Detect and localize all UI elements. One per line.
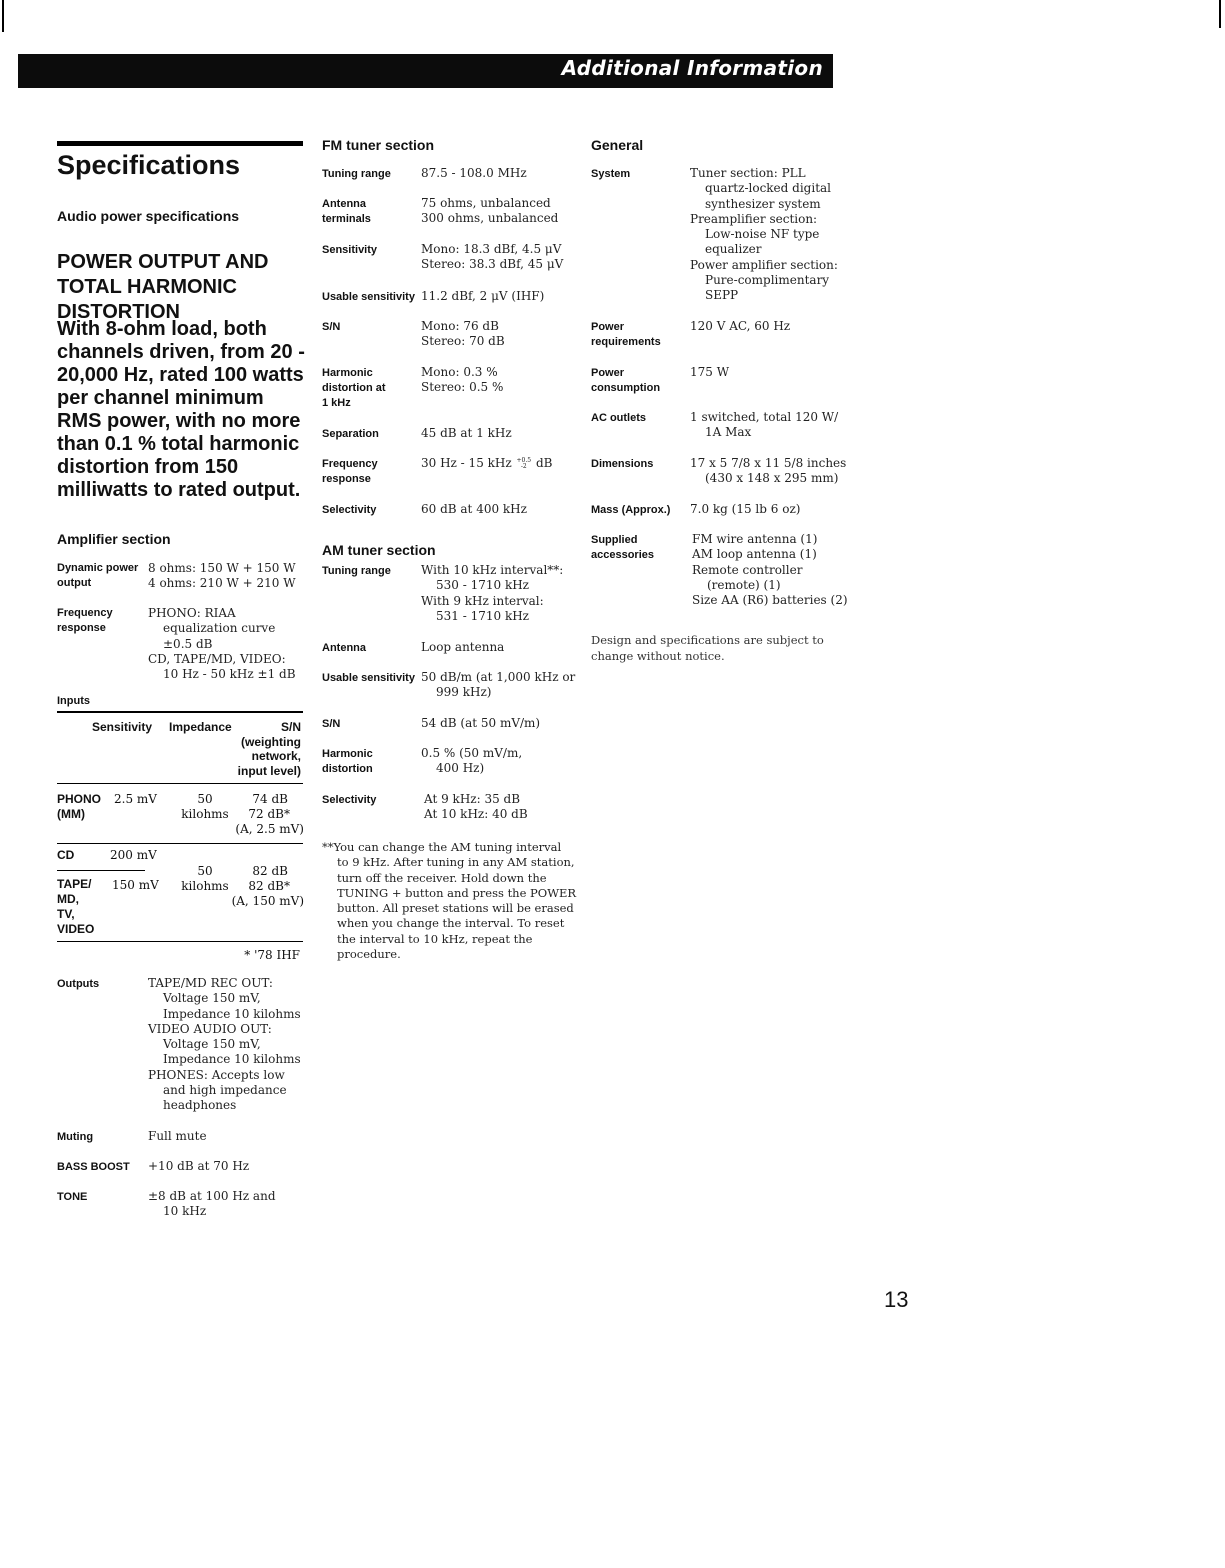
am-interval-note: **You can change the AM tuning interval to 9 kHz. After tuning in any AM station, turn off the receiver. Hold down the TUNING + button and press the POWER button. All preset stations will be erased when you change the interval. To reset the interval to 10 kHz, repeat the procedure. bbox=[322, 840, 577, 962]
banner-title: Additional Information bbox=[561, 56, 823, 80]
am-sn-value: 54 dB (at 50 mV/m) bbox=[421, 716, 541, 730]
heading-rule bbox=[57, 141, 303, 146]
supplied-accessories-value: FM wire antenna (1) AM loop antenna (1) Remote controller (remote) (1) Size AA (R6) batteries (2) bbox=[692, 532, 848, 608]
phono-impedance: 50 kilohms bbox=[181, 792, 229, 821]
inputs-table-top-rule bbox=[57, 711, 303, 713]
ac-outlets-label: AC outlets bbox=[591, 412, 646, 424]
power-consumption-value: 175 W bbox=[690, 365, 730, 379]
fm-sensitivity-label: Sensitivity bbox=[322, 244, 378, 256]
th-sensitivity: Sensitivity bbox=[92, 720, 153, 734]
fm-sn-value: Mono: 76 dB Stereo: 70 dB bbox=[421, 319, 505, 349]
dynamic-power-value: 8 ohms: 150 W + 150 W 4 ohms: 210 W + 210 W bbox=[148, 561, 296, 591]
mass-label: Mass (Approx.) bbox=[591, 504, 671, 516]
audio-power-title: Audio power specifications bbox=[57, 208, 240, 224]
fm-selectivity-label: Selectivity bbox=[322, 504, 377, 516]
left-edge-mark bbox=[2, 0, 4, 32]
fm-selectivity-value: 60 dB at 400 kHz bbox=[421, 502, 527, 516]
design-notice: Design and specifications are subject to change without notice. bbox=[591, 633, 824, 663]
cd-tape-sn: 82 dB 82 dB* (A, 150 mV) bbox=[231, 864, 304, 908]
tone-value: ±8 dB at 100 Hz and 10 kHz bbox=[148, 1189, 276, 1219]
fm-frequency-response-value: 30 Hz - 15 kHz +0.5 -2 dB bbox=[421, 456, 553, 470]
cd-name: CD bbox=[57, 848, 75, 862]
inputs-table-bottom-rule bbox=[57, 941, 303, 942]
system-value: Tuner section: PLL quartz-locked digital synthesizer system Preamplifier section: Low-noise NF type equalizer Power amplifier section: Pure-complimentary SEPP bbox=[690, 166, 838, 303]
inputs-label: Inputs bbox=[57, 695, 90, 707]
muting-value: Full mute bbox=[148, 1129, 207, 1143]
fm-sn-label: S/N bbox=[322, 321, 341, 333]
ftc-statement: With 8-ohm load, both channels driven, from 20 - 20,000 Hz, rated 100 watts per channel minimum RMS power, with no more than 0.1 % total harmonic distortion from 150 milliwatts to rated output. bbox=[57, 318, 305, 501]
power-output-title: POWER OUTPUT AND TOTAL HARMONIC DISTORTION bbox=[57, 251, 269, 323]
th-impedance: Impedance bbox=[169, 720, 232, 734]
right-edge-mark bbox=[1219, 0, 1221, 28]
fm-separation-label: Separation bbox=[322, 428, 379, 440]
fm-usable-sensitivity-label: Usable sensitivity bbox=[322, 291, 415, 303]
amplifier-section-title: Amplifier section bbox=[57, 531, 171, 547]
power-requirements-label: Power requirements bbox=[591, 321, 661, 348]
cd-tape-impedance: 50 kilohms bbox=[181, 864, 229, 893]
fm-antenna-terminals-label: Antenna terminals bbox=[322, 198, 371, 225]
dimensions-label: Dimensions bbox=[591, 458, 654, 470]
outputs-label: Outputs bbox=[57, 978, 100, 990]
fm-sensitivity-value: Mono: 18.3 dBf, 4.5 μV Stereo: 38.3 dBf, 45 μV bbox=[421, 242, 564, 272]
am-tuning-range-label: Tuning range bbox=[322, 565, 391, 577]
phono-mm-name: PHONO (MM) bbox=[57, 792, 102, 821]
am-selectivity-label: Selectivity bbox=[322, 794, 377, 806]
ihf-footnote: * '78 IHF bbox=[244, 948, 300, 962]
power-consumption-label: Power consumption bbox=[591, 367, 661, 394]
th-sn: S/N (weighting network, input level) bbox=[237, 720, 301, 778]
fm-frequency-response-label: Frequency response bbox=[322, 458, 378, 485]
supplied-accessories-label: Supplied accessories bbox=[591, 534, 654, 561]
dimensions-value: 17 x 5 7/8 x 11 5/8 inches (430 x 148 x 295 mm) bbox=[690, 456, 847, 486]
fm-harmonic-value: Mono: 0.3 % Stereo: 0.5 % bbox=[421, 365, 504, 395]
page-title: Specifications bbox=[57, 150, 241, 180]
phono-sensitivity: 2.5 mV bbox=[114, 792, 157, 806]
ac-outlets-value: 1 switched, total 120 W/ 1A Max bbox=[690, 410, 839, 440]
tape-sensitivity: 150 mV bbox=[112, 878, 159, 892]
dynamic-power-label: Dynamic power output bbox=[57, 562, 139, 589]
am-section-title: AM tuner section bbox=[322, 542, 436, 558]
am-usable-sensitivity-value: 50 dB/m (at 1,000 kHz or 999 kHz) bbox=[421, 670, 576, 700]
muting-label: Muting bbox=[57, 1131, 94, 1143]
am-antenna-label: Antenna bbox=[322, 642, 366, 654]
am-selectivity-value: At 9 kHz: 35 dB At 10 kHz: 40 dB bbox=[424, 792, 528, 822]
fm-usable-sensitivity-value: 11.2 dBf, 2 μV (IHF) bbox=[421, 289, 545, 303]
mass-value: 7.0 kg (15 lb 6 oz) bbox=[690, 502, 801, 516]
outputs-value: TAPE/MD REC OUT: Voltage 150 mV, Impedance 10 kilohms VIDEO AUDIO OUT: Voltage 150 mV, Impedance 10 kilohms PHONES: Accepts low and high impedance headphones bbox=[148, 976, 301, 1113]
system-label: System bbox=[591, 168, 631, 180]
fm-separation-value: 45 dB at 1 kHz bbox=[421, 426, 512, 440]
power-requirements-value: 120 V AC, 60 Hz bbox=[690, 319, 791, 333]
bass-boost-label: BASS BOOST bbox=[57, 1161, 130, 1173]
fm-tuning-range-label: Tuning range bbox=[322, 168, 391, 180]
tone-label: TONE bbox=[57, 1191, 88, 1203]
page-number: 13 bbox=[884, 1287, 909, 1312]
am-tuning-range-value: With 10 kHz interval**: 530 - 1710 kHz With 9 kHz interval: 531 - 1710 kHz bbox=[421, 563, 564, 623]
am-harmonic-value: 0.5 % (50 mV/m, 400 Hz) bbox=[421, 746, 523, 776]
frequency-response-value: PHONO: RIAA equalization curve ±0.5 dB CD, TAPE/MD, VIDEO: 10 Hz - 50 kHz ±1 dB bbox=[148, 606, 296, 682]
fm-harmonic-label: Harmonic distortion at 1 kHz bbox=[322, 367, 386, 409]
fm-tuning-range-value: 87.5 - 108.0 MHz bbox=[421, 166, 527, 180]
am-sn-label: S/N bbox=[322, 718, 341, 730]
fm-antenna-terminals-value: 75 ohms, unbalanced 300 ohms, unbalanced bbox=[421, 196, 559, 226]
frequency-response-label: Frequency response bbox=[57, 607, 113, 634]
bass-boost-value: +10 dB at 70 Hz bbox=[148, 1159, 250, 1173]
fm-section-title: FM tuner section bbox=[322, 137, 435, 153]
phono-sn: 74 dB 72 dB* (A, 2.5 mV) bbox=[235, 792, 304, 836]
am-harmonic-label: Harmonic distortion bbox=[322, 748, 373, 775]
phono-row-rule bbox=[57, 843, 303, 844]
am-usable-sensitivity-label: Usable sensitivity bbox=[322, 672, 415, 684]
section-banner bbox=[18, 54, 833, 88]
am-antenna-value: Loop antenna bbox=[421, 640, 505, 654]
cd-sensitivity: 200 mV bbox=[110, 848, 157, 862]
inputs-header-rule bbox=[57, 783, 303, 784]
general-section-title: General bbox=[591, 137, 644, 153]
cd-row-rule bbox=[57, 870, 145, 871]
tape-md-tv-video-name: TAPE/ MD, TV, VIDEO bbox=[57, 877, 95, 936]
